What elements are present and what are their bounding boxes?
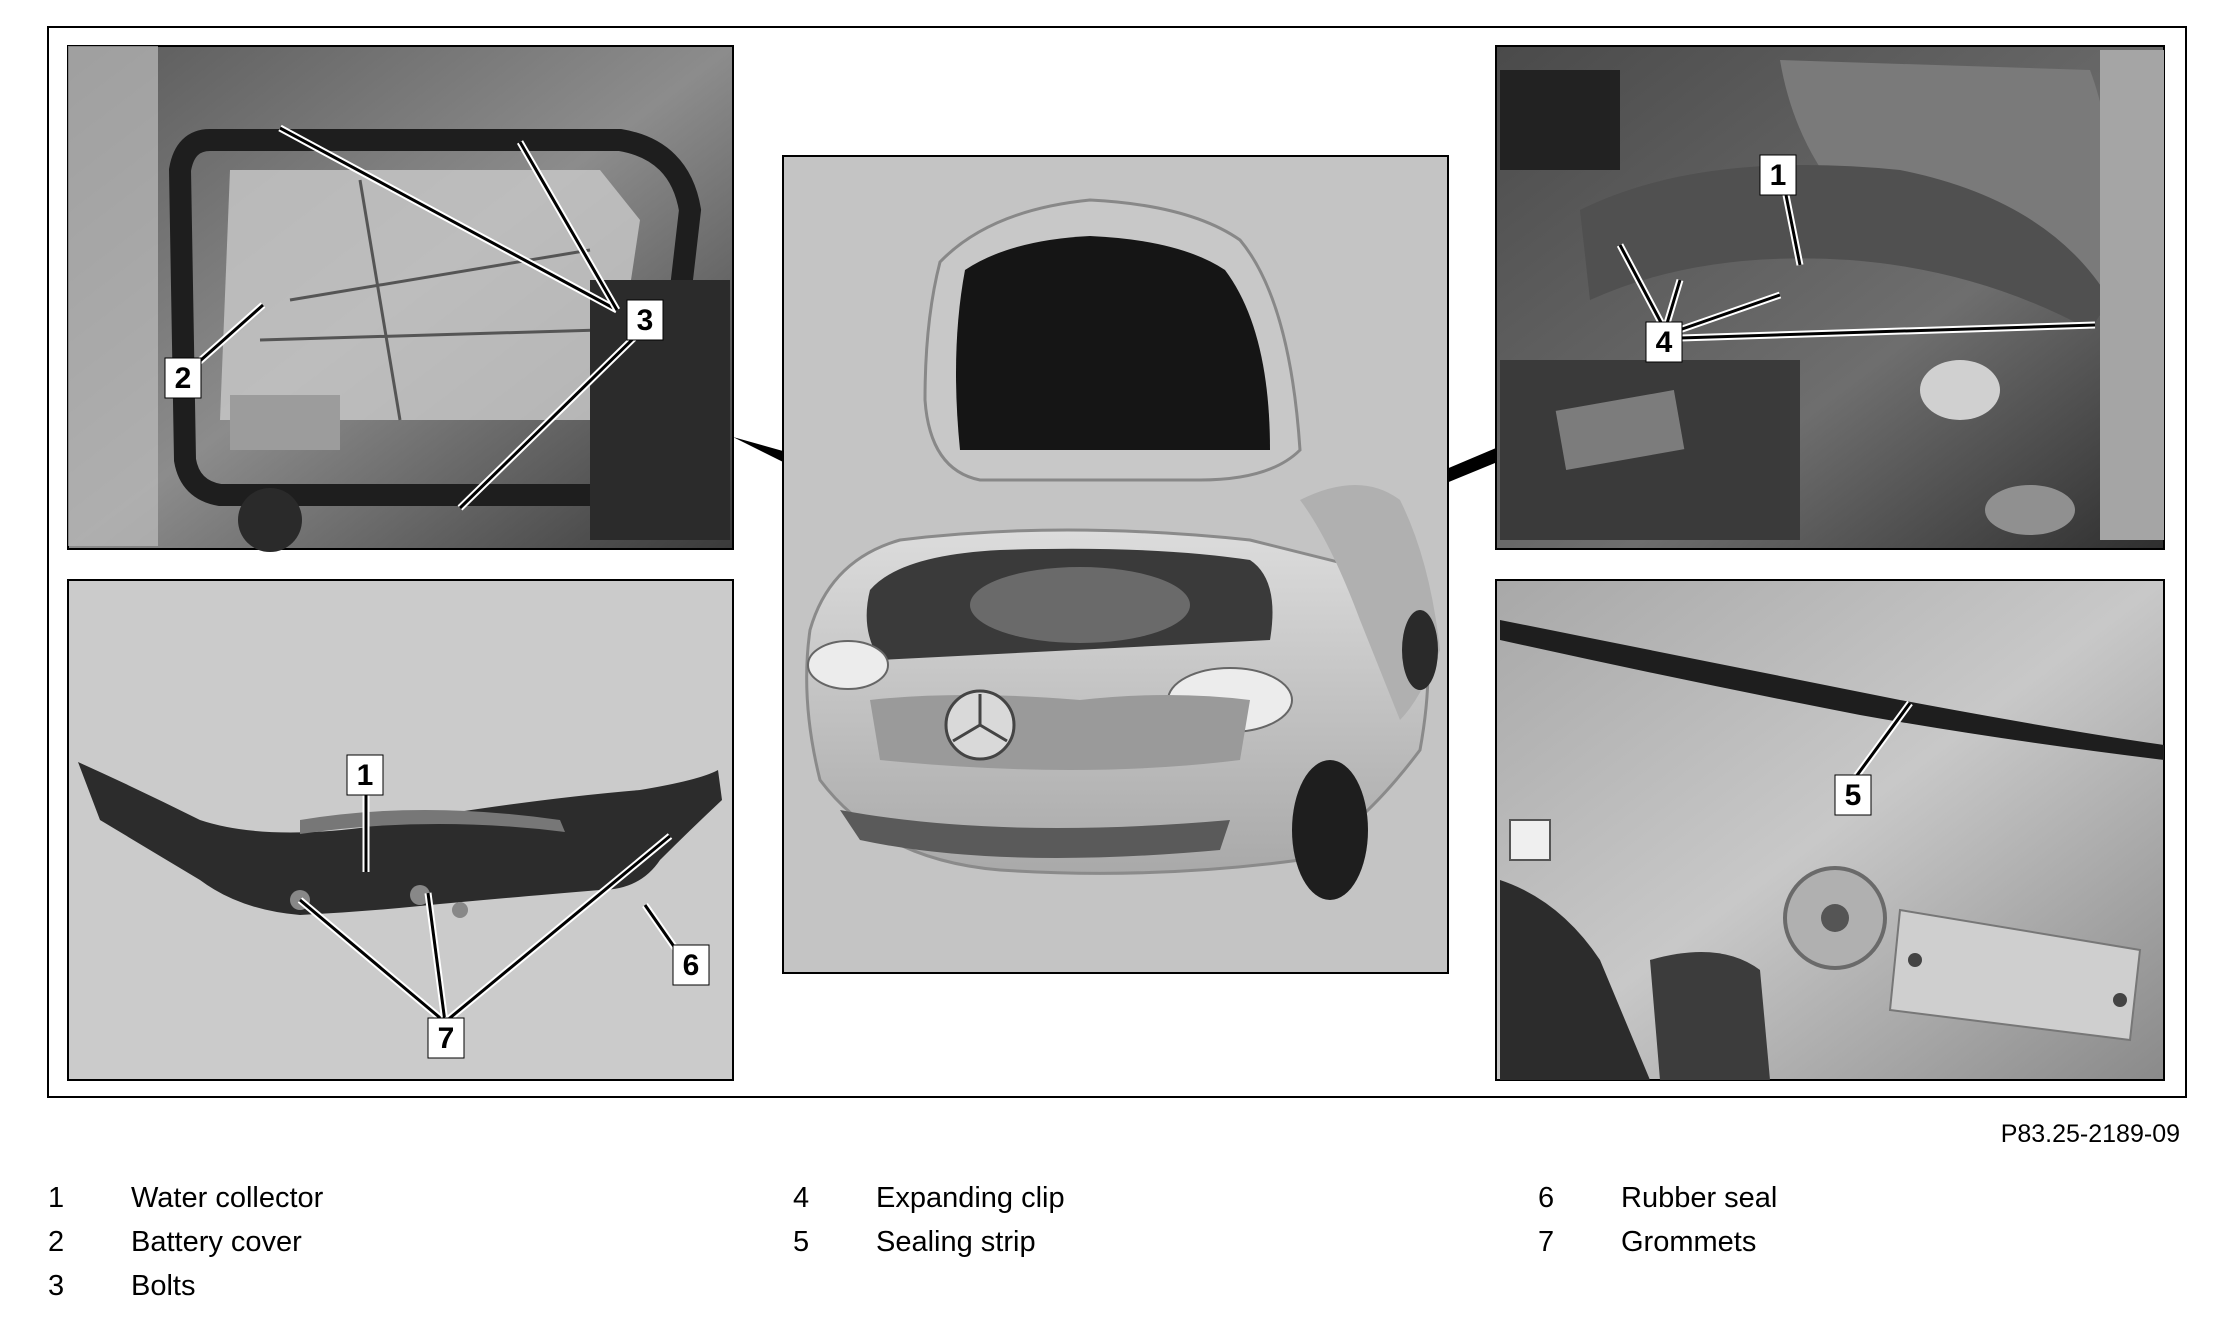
panel-expanding-clips <box>1496 46 2164 549</box>
legend-label: Rubber seal <box>1621 1182 1778 1214</box>
legend-item <box>1538 1182 2138 1226</box>
legend-number: 5 <box>793 1226 810 1258</box>
callout-4: 4 <box>1655 326 1673 359</box>
callout-5: 5 <box>1844 779 1862 812</box>
legend-number: 6 <box>1538 1182 1555 1214</box>
legend-item <box>1538 1226 2138 1270</box>
legend-label: Battery cover <box>131 1226 302 1258</box>
legend-item <box>48 1226 748 1270</box>
legend-label: Bolts <box>131 1270 196 1302</box>
diagram-code: P83.25-2189-09 <box>2000 1120 2180 1148</box>
legend-column-2 <box>793 1182 1493 1270</box>
legend-number: 1 <box>48 1182 65 1214</box>
callout-1-right: 1 <box>1769 159 1787 192</box>
panel-sealing-strip <box>1496 580 2164 1080</box>
callout-6: 6 <box>682 949 700 982</box>
legend-column-3 <box>1538 1182 2138 1270</box>
panel-water-collector <box>68 580 733 1080</box>
legend-column-1 <box>48 1182 748 1314</box>
legend-label: Water collector <box>131 1182 324 1214</box>
legend-item <box>48 1182 748 1226</box>
legend-number: 7 <box>1538 1226 1555 1258</box>
panel-battery-cover <box>68 46 733 552</box>
legend-number: 4 <box>793 1182 810 1214</box>
legend-label: Grommets <box>1621 1226 1757 1258</box>
legend-item <box>48 1270 748 1314</box>
legend-label: Sealing strip <box>876 1226 1036 1258</box>
callout-7: 7 <box>437 1022 455 1055</box>
legend-number: 3 <box>48 1270 65 1302</box>
legend-number: 2 <box>48 1226 65 1258</box>
legend-item <box>793 1226 1493 1270</box>
callout-3: 3 <box>636 304 654 337</box>
callout-2: 2 <box>174 362 192 395</box>
legend-item <box>793 1182 1493 1226</box>
panel-vehicle-overview <box>783 156 1448 973</box>
legend-label: Expanding clip <box>876 1182 1065 1214</box>
callout-1: 1 <box>356 759 374 792</box>
